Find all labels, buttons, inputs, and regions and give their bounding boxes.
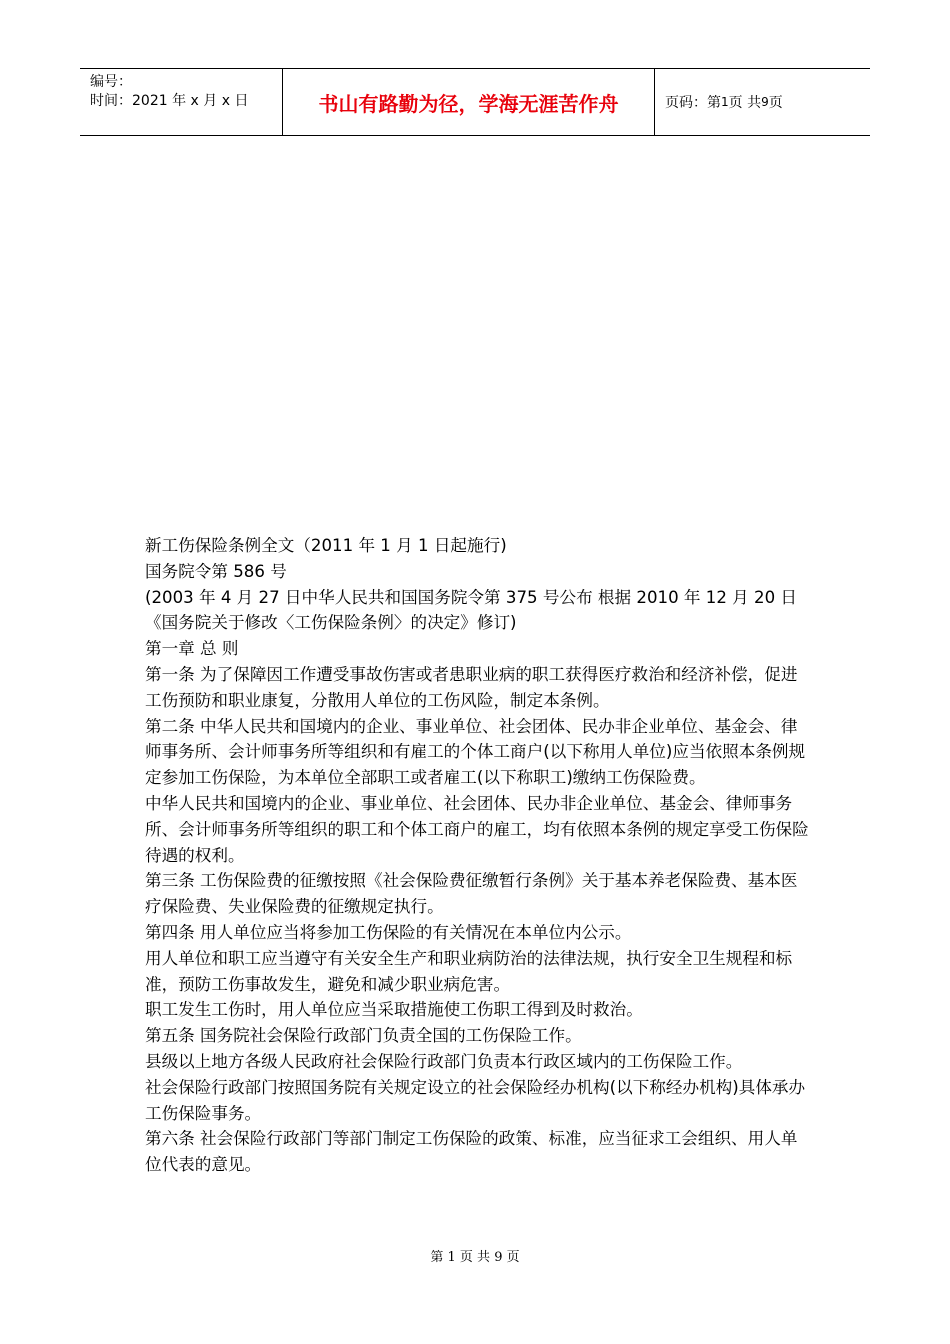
article-paragraph: 第六条 社会保险行政部门等部门制定工伤保险的政策、标准，应当征求工会组织、用人单位代表的意见。 bbox=[145, 1129, 798, 1175]
chapter-heading: 第一章 总 则 bbox=[145, 639, 239, 659]
page-current: 1 bbox=[721, 95, 729, 109]
page-mid: 页 共 bbox=[728, 95, 762, 111]
header-motto: 书山有路勤为径，学海无涯苦作舟 bbox=[282, 69, 655, 135]
article-paragraph: 用人单位和职工应当遵守有关安全生产和职业病防治的法律法规，执行安全卫生规程和标准，预防工伤事故发生，避免和减少职业病危害。 bbox=[145, 948, 793, 994]
header-meta bbox=[80, 69, 282, 135]
article-paragraph: 社会保险行政部门按照国务院有关规定设立的社会保险经办机构(以下称经办机构)具体承办工伤保险事务。 bbox=[145, 1077, 806, 1123]
article-paragraph: 第二条 中华人民共和国境内的企业、事业单位、社会团体、民办非企业单位、基金会、律师事务所、会计师事务所等组织和有雇工的个体工商户(以下称用人单位)应当依照本条例规定参加工伤保险，为本单位全部职工或者雇工(以下称职工)缴纳工伤保险费。 bbox=[145, 716, 806, 788]
decree-number: 国务院令第 586 号 bbox=[145, 561, 287, 581]
article-paragraph: 第一条 为了保障因工作遭受事故伤害或者患职业病的职工获得医疗救治和经济补偿，促进工伤预防和职业康复，分散用人单位的工伤风险，制定本条例。 bbox=[145, 664, 798, 710]
page-suffix: 页 bbox=[768, 95, 783, 111]
article-paragraph: 第四条 用人单位应当将参加工伤保险的有关情况在本单位内公示。 bbox=[145, 922, 632, 942]
article-paragraph: 第五条 国务院社会保险行政部门负责全国的工伤保险工作。 bbox=[145, 1026, 582, 1046]
article-paragraph: 中华人民共和国境内的企业、事业单位、社会团体、民办非企业单位、基金会、律师事务所、会计师事务所等组织的职工和个体工商户的雇工，均有依照本条例的规定享受工伤保险待遇的权利。 bbox=[145, 793, 809, 865]
page-footer: 第 1 页 共 9 页 bbox=[430, 1250, 520, 1265]
article-paragraph: 职工发生工伤时，用人单位应当采取措施使工伤职工得到及时救治。 bbox=[145, 1000, 643, 1020]
document-body bbox=[145, 533, 810, 1178]
article-paragraph: 第三条 工伤保险费的征缴按照《社会保险费征缴暂行条例》关于基本养老保险费、基本医疗保险费、失业保险费的征缴规定执行。 bbox=[145, 871, 798, 917]
page-total: 9 bbox=[761, 95, 769, 109]
date-text: 时间：2021 年 x 月 x 日 bbox=[90, 93, 249, 109]
revision-note: (2003 年 4 月 27 日中华人民共和国国务院令第 375 号公布 根据 2010 年 12 月 20 日《国务院关于修改〈工伤保险条例〉的决定》修订) bbox=[145, 587, 798, 633]
document-title: 新工伤保险条例全文（2011 年 1 月 1 日起施行) bbox=[145, 536, 507, 555]
header-page-number bbox=[655, 69, 870, 135]
article-paragraph: 县级以上地方各级人民政府社会保险行政部门负责本行政区域内的工伤保险工作。 bbox=[145, 1051, 743, 1071]
page-prefix: 页码：第 bbox=[665, 95, 721, 111]
page-header bbox=[80, 68, 870, 136]
serial-label: 编号： bbox=[90, 74, 132, 90]
